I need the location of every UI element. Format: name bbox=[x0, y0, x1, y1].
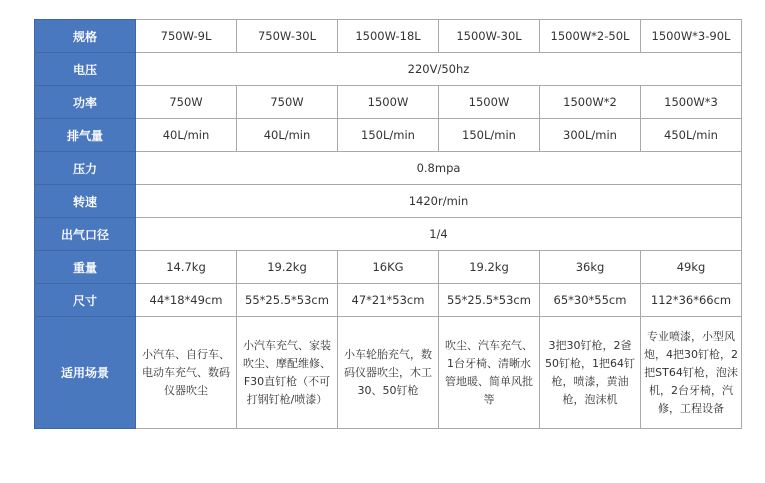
scenario-line: 修，工程设备 bbox=[658, 401, 724, 415]
cell-exhaust-2: 40L/min bbox=[237, 119, 338, 152]
cell-weight-2: 19.2kg bbox=[237, 251, 338, 284]
cell-size-2: 55*25.5*53cm bbox=[237, 284, 338, 317]
scenario-line: F30直钉枪（不可 bbox=[243, 374, 331, 388]
cell-spec-5: 1500W*2-50L bbox=[540, 20, 641, 53]
row-outlet bbox=[35, 218, 742, 251]
cell-spec-6: 1500W*3-90L bbox=[641, 20, 742, 53]
cell-weight-6: 49kg bbox=[641, 251, 742, 284]
scenario-line: 小汽车、自行车、 bbox=[142, 347, 230, 361]
cell-size-5: 65*30*55cm bbox=[540, 284, 641, 317]
row-label-scenarios: 适用场景 bbox=[35, 317, 136, 429]
cell-spec-3: 1500W-18L bbox=[338, 20, 439, 53]
cell-weight-1: 14.7kg bbox=[136, 251, 237, 284]
cell-voltage-merged: 220V/50hz bbox=[136, 53, 742, 86]
scenario-line: 炮，4把30钉枪，2 bbox=[644, 347, 738, 361]
scenario-line: 等 bbox=[483, 392, 495, 406]
cell-scenarios-2 bbox=[237, 317, 338, 429]
row-voltage bbox=[35, 53, 742, 86]
scenario-line: 把ST64钉枪，泡沫 bbox=[644, 365, 738, 379]
row-spec bbox=[35, 20, 742, 53]
row-label-spec: 规格 bbox=[35, 20, 136, 53]
cell-speed-merged: 1420r/min bbox=[136, 185, 742, 218]
cell-power-4: 1500W bbox=[439, 86, 540, 119]
row-label-exhaust: 排气量 bbox=[35, 119, 136, 152]
scenario-line: 管地暖、简单风批 bbox=[445, 374, 533, 388]
scenario-line: 枪，喷漆，黄油 bbox=[551, 374, 629, 388]
cell-weight-5: 36kg bbox=[540, 251, 641, 284]
cell-exhaust-4: 150L/min bbox=[439, 119, 540, 152]
spec-table bbox=[34, 19, 742, 429]
scenario-line: 小汽车充气、家装 bbox=[243, 338, 331, 352]
scenario-line: 1台牙椅、清晰水 bbox=[447, 356, 531, 370]
scenario-line: 30、50钉枪 bbox=[357, 383, 419, 397]
row-label-speed: 转速 bbox=[35, 185, 136, 218]
scenario-line: 打钢钉枪/喷漆） bbox=[246, 392, 328, 406]
cell-scenarios-1 bbox=[136, 317, 237, 429]
cell-exhaust-1: 40L/min bbox=[136, 119, 237, 152]
scenario-line: 吹尘、摩配维修、 bbox=[243, 356, 331, 370]
cell-power-6: 1500W*3 bbox=[641, 86, 742, 119]
cell-exhaust-6: 450L/min bbox=[641, 119, 742, 152]
row-label-size: 尺寸 bbox=[35, 284, 136, 317]
scenario-line: 枪，泡沫机 bbox=[562, 392, 618, 406]
scenario-line: 吹尘、汽车充气、 bbox=[445, 338, 533, 352]
cell-weight-4: 19.2kg bbox=[439, 251, 540, 284]
cell-scenarios-4 bbox=[439, 317, 540, 429]
cell-size-6: 112*36*66cm bbox=[641, 284, 742, 317]
cell-power-1: 750W bbox=[136, 86, 237, 119]
scenario-line: 专业喷漆，小型风 bbox=[647, 329, 735, 343]
scenario-line: 50钉枪，1把64钉 bbox=[545, 356, 635, 370]
cell-size-4: 55*25.5*53cm bbox=[439, 284, 540, 317]
cell-exhaust-3: 150L/min bbox=[338, 119, 439, 152]
cell-pressure-merged: 0.8mpa bbox=[136, 152, 742, 185]
scenario-line: 仪器吹尘 bbox=[164, 383, 208, 397]
cell-power-2: 750W bbox=[237, 86, 338, 119]
row-pressure bbox=[35, 152, 742, 185]
cell-scenarios-5 bbox=[540, 317, 641, 429]
cell-spec-1: 750W-9L bbox=[136, 20, 237, 53]
row-label-voltage: 电压 bbox=[35, 53, 136, 86]
cell-scenarios-3 bbox=[338, 317, 439, 429]
cell-exhaust-5: 300L/min bbox=[540, 119, 641, 152]
scenario-line: 3把30钉枪，2爸 bbox=[548, 338, 632, 352]
cell-spec-2: 750W-30L bbox=[237, 20, 338, 53]
row-label-weight: 重量 bbox=[35, 251, 136, 284]
scenario-line: 机，2台牙椅，汽 bbox=[649, 383, 733, 397]
row-label-outlet: 出气口径 bbox=[35, 218, 136, 251]
row-scenarios bbox=[35, 317, 742, 429]
scenario-line: 小车轮胎充气，数 bbox=[344, 347, 432, 361]
cell-power-5: 1500W*2 bbox=[540, 86, 641, 119]
row-weight bbox=[35, 251, 742, 284]
row-label-pressure: 压力 bbox=[35, 152, 136, 185]
cell-power-3: 1500W bbox=[338, 86, 439, 119]
row-power bbox=[35, 86, 742, 119]
scenario-line: 电动车充气、数码 bbox=[142, 365, 230, 379]
cell-size-3: 47*21*53cm bbox=[338, 284, 439, 317]
row-size bbox=[35, 284, 742, 317]
cell-outlet-merged: 1/4 bbox=[136, 218, 742, 251]
cell-scenarios-6 bbox=[641, 317, 742, 429]
row-label-power: 功率 bbox=[35, 86, 136, 119]
cell-spec-4: 1500W-30L bbox=[439, 20, 540, 53]
scenario-line: 码仪器吹尘，木工 bbox=[344, 365, 432, 379]
cell-size-1: 44*18*49cm bbox=[136, 284, 237, 317]
cell-weight-3: 16KG bbox=[338, 251, 439, 284]
row-exhaust bbox=[35, 119, 742, 152]
row-speed bbox=[35, 185, 742, 218]
